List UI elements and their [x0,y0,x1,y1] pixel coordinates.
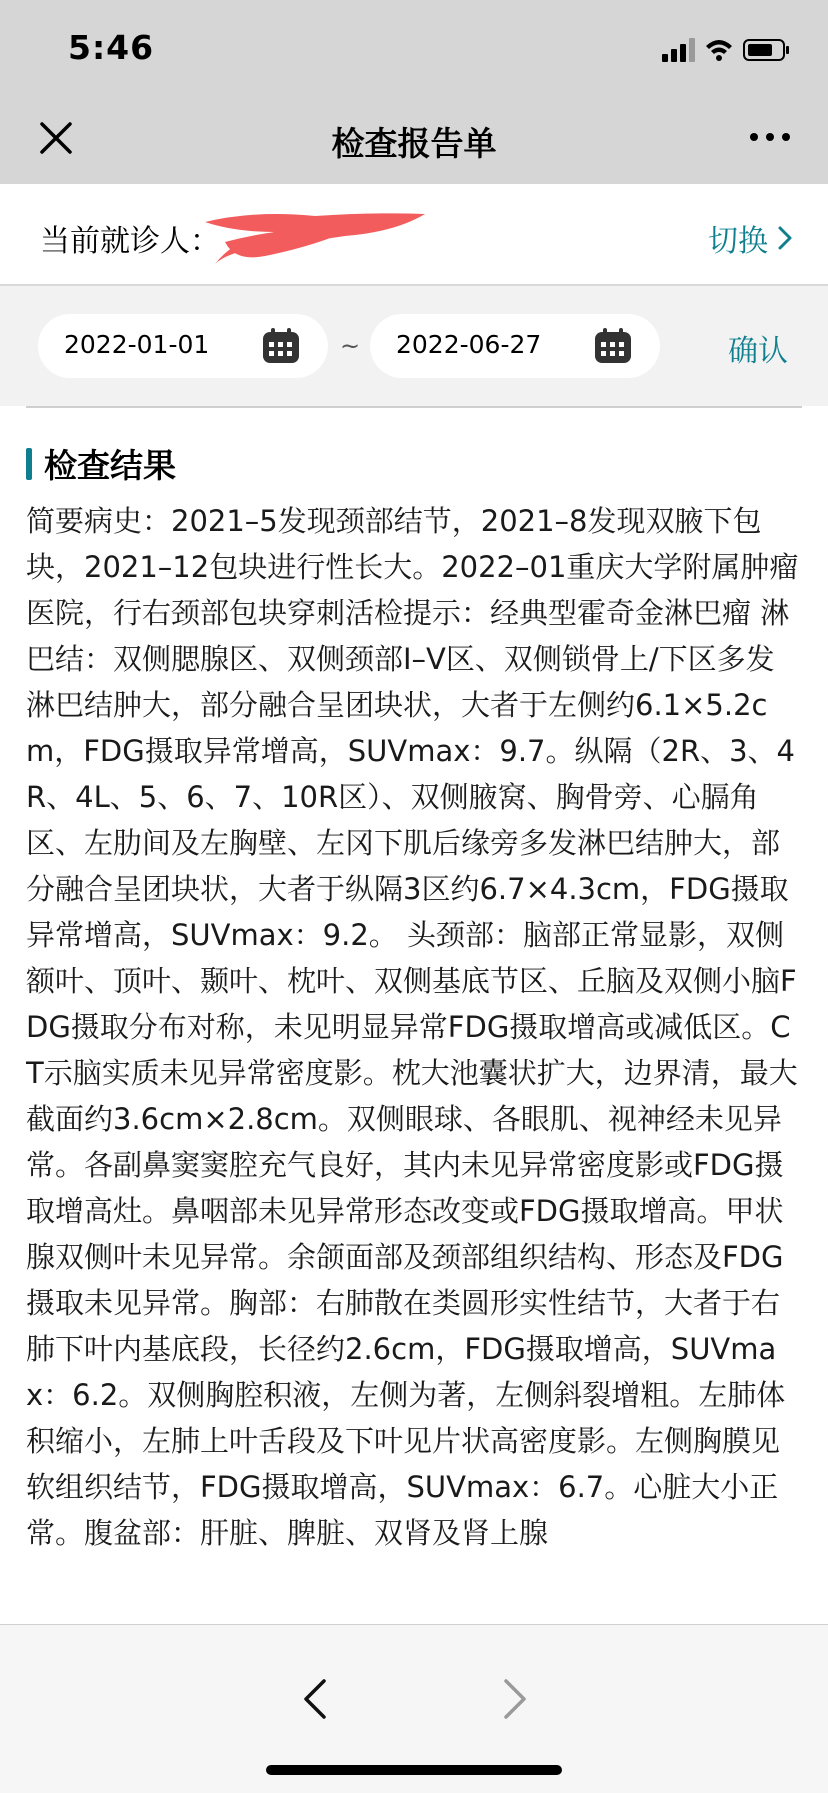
signal-icon [662,38,695,62]
section-title: 检查结果 [26,440,176,487]
patient-label: 当前就诊人： [40,224,220,259]
date-separator: ~ [340,332,361,360]
patient-row [0,184,828,286]
divider [26,406,802,408]
chevron-left-icon[interactable] [300,1677,330,1721]
battery-icon [744,40,789,60]
redaction-mark [195,202,435,272]
calendar-icon [262,328,300,364]
chevron-right-icon[interactable] [500,1677,530,1721]
end-date-field[interactable] [370,314,660,378]
nav-bar [0,92,828,184]
end-date-value: 2022-06-27 [396,330,542,359]
date-range-bar [0,286,828,406]
status-time: 5:46 [68,28,155,67]
wifi-icon [706,40,732,61]
status-icons [662,36,792,64]
start-date-value: 2022-01-01 [64,330,210,359]
bottom-toolbar [0,1624,828,1793]
more-icon[interactable] [748,130,792,144]
status-bar [0,0,828,92]
page-title: 检查报告单 [331,124,497,163]
switch-patient-button[interactable] [708,216,792,260]
report-text: 简要病史：2021–5发现颈部结节，2021–8发现双腋下包块，2021–12包块进行性长大。2022–01重庆大学附属肿瘤医院，行右颈部包块穿刺活检提示：经典型霍奇金淋巴瘤 淋巴结：双侧腮腺区、双侧颈部Ⅰ–Ⅴ区、双侧锁骨上/下区多发淋巴结肿大，部分融合呈团块状，大者于左侧约6.1×5.2cm，FDG摄取异常增高，SUVmax：9.7。纵隔（2R、3、4R、4L、5、6、7、10R区）、双侧腋窝、胸骨旁、心膈角区、左肋间及左胸壁、左冈下肌后缘旁多发淋巴结肿大，部分融合呈团块状，大者于纵隔3区约6.7×4.3cm，FDG摄取异常增高，SUVmax：9.2。 头颈部：脑部正常显影，双侧额叶、顶叶、颞叶、枕叶、双侧基底节区、丘脑及双侧小脑FDG摄取分布对称，未见明显异常FDG摄取增高或减低区。CT示脑实质未见异常密度影。枕大池囊状扩大，边界清，最大截面约3.6cm×2.8cm。双侧眼球、各眼肌、视神经未见异常。各副鼻窦窦腔充气良好，其内未见异常密度影或FDG摄取增高灶。鼻咽部未见异常形态改变或FDG摄取增高。甲状腺双侧叶未见异常。余颌面部及颈部组织结构、形态及FDG摄取未见异常。胸部：右肺散在类圆形实性结节，大者于右肺下叶内基底段，长径约2.6cm，FDG摄取增高，SUVmax：6.2。双侧胸腔积液，左侧为著，左侧斜裂增粗。左肺体积缩小，左肺上叶舌段及下叶见片状高密度影。左侧胸膜见软组织结节，FDG摄取增高，SUVmax：6.7。心脏大小正常。腹盆部：肝脏、脾脏、双肾及肾上腺 [26,504,799,1550]
confirm-button[interactable]: 确认 [728,334,788,369]
home-indicator [266,1765,562,1775]
start-date-field[interactable] [38,314,328,378]
chevron-right-icon [778,226,792,250]
calendar-icon [594,328,632,364]
switch-label: 切换 [708,224,768,259]
